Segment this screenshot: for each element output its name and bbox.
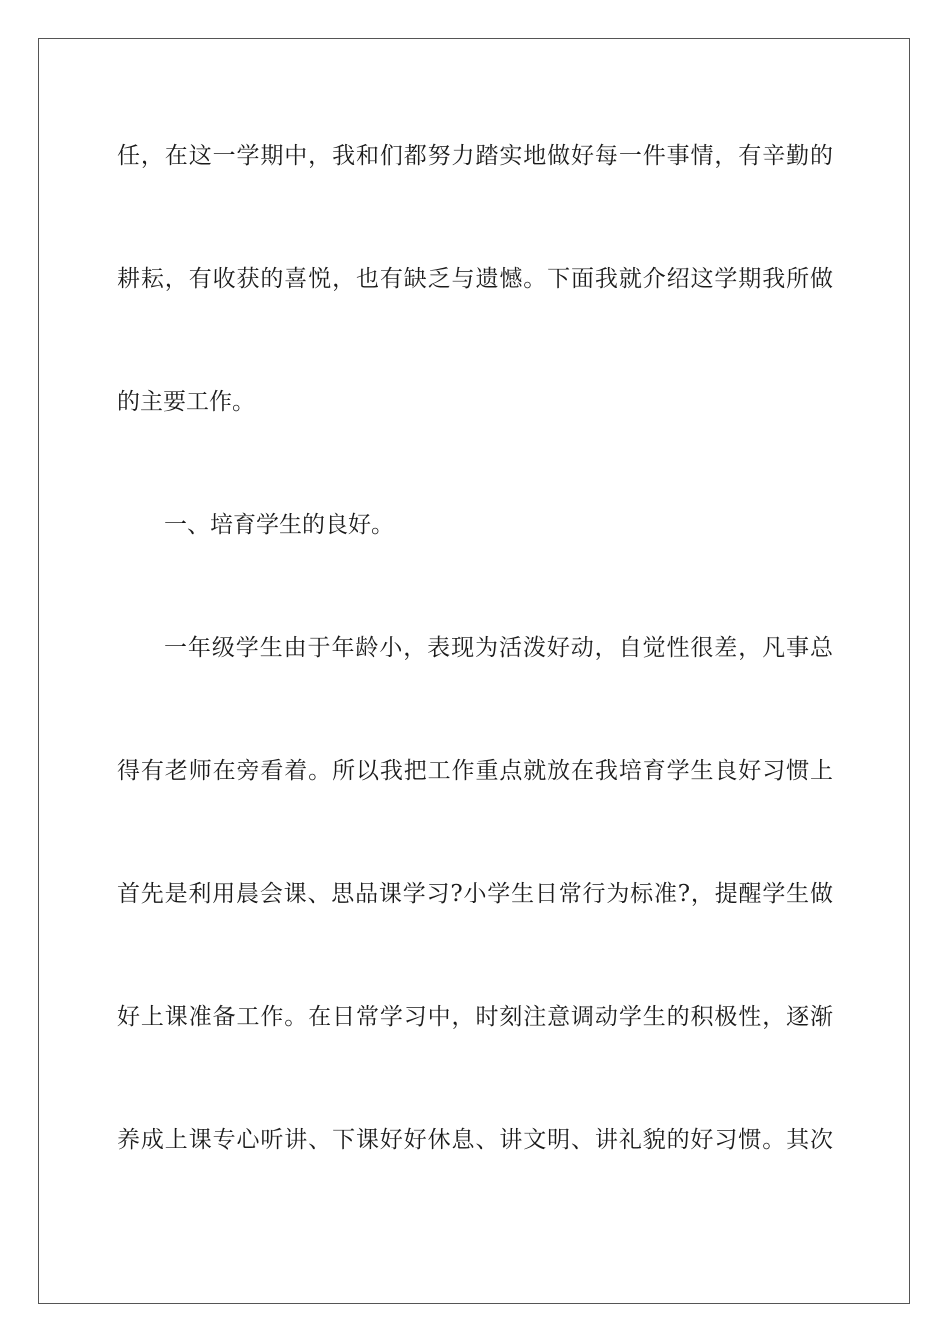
- line-gap: [117, 680, 833, 742]
- text-line: 得有老师在旁看着。所以我把工作重点就放在我培育学生良好习惯上: [117, 758, 833, 784]
- document-body: [117, 126, 833, 1172]
- text-line: 耕耘，有收获的喜悦，也有缺乏与遗憾。下面我就介绍这学期我所做: [117, 266, 833, 292]
- section-heading: 一、培育学生的良好。: [164, 512, 394, 538]
- text-line: 的主要工作。: [117, 389, 255, 415]
- text-line: 养成上课专心听讲、下课好好休息、讲文明、讲礼貌的好习惯。其次: [117, 1127, 833, 1153]
- text-line: 首先是利用晨会课、思品课学习?小学生日常行为标准?，提醒学生做: [117, 881, 833, 907]
- line-gap: [117, 1049, 833, 1111]
- line-gap: [117, 434, 833, 496]
- line-gap: [117, 557, 833, 619]
- text-line: 好上课准备工作。在日常学习中，时刻注意调动学生的积极性，逐渐: [117, 1004, 833, 1030]
- line-gap: [117, 926, 833, 988]
- line-gap: [117, 803, 833, 865]
- text-line: 任，在这一学期中，我和们都努力踏实地做好每一件事情，有辛勤的: [117, 143, 833, 169]
- line-gap: [117, 188, 833, 250]
- line-gap: [117, 311, 833, 373]
- text-line: 一年级学生由于年龄小，表现为活泼好动，自觉性很差，凡事总: [164, 635, 833, 661]
